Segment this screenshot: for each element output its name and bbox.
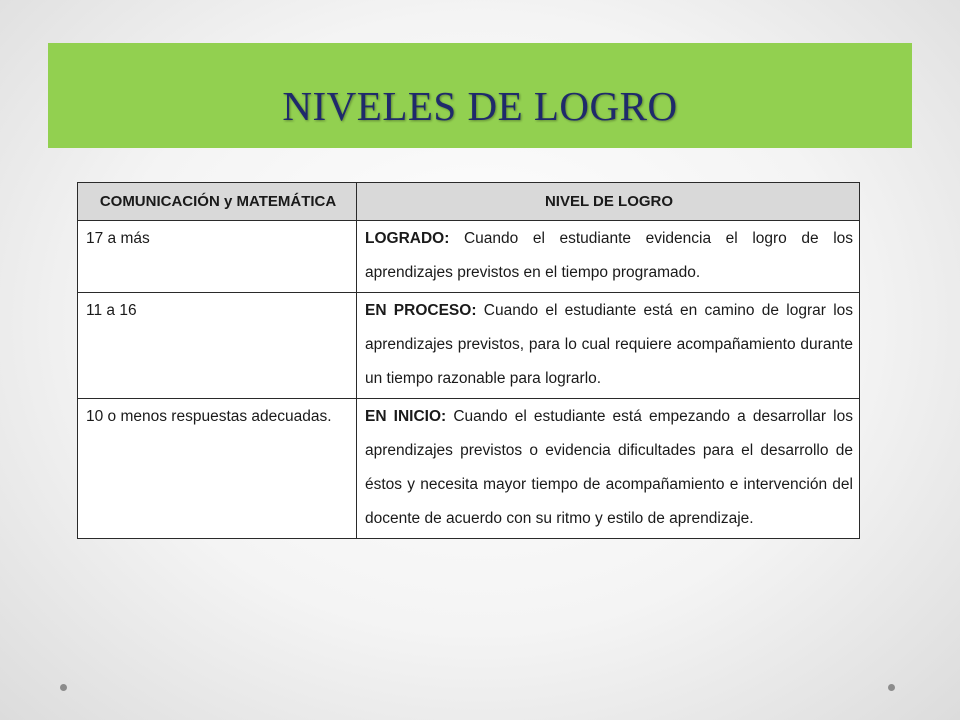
right-dot-decoration bbox=[888, 684, 895, 691]
left-dot-decoration bbox=[60, 684, 67, 691]
achievement-levels-table bbox=[77, 182, 860, 539]
table-header-row bbox=[78, 183, 860, 221]
level-label: LOGRADO: bbox=[365, 230, 450, 247]
level-label: EN PROCESO: bbox=[365, 302, 477, 319]
level-description bbox=[357, 293, 860, 399]
header-level: NIVEL DE LOGRO bbox=[357, 183, 860, 221]
slide-title: NIVELES DE LOGRO bbox=[282, 83, 678, 129]
description-text: Cuando el estudiante está en camino de lograr los aprendizajes previstos, para lo cual requiere acompañamiento durante un tiempo razonable para lograrlo. bbox=[365, 302, 854, 387]
table-row bbox=[78, 399, 860, 539]
score-range: 11 a 16 bbox=[78, 293, 357, 399]
level-label: EN INICIO: bbox=[365, 408, 447, 425]
table-row bbox=[78, 293, 860, 399]
score-range: 10 o menos respuestas adecuadas. bbox=[78, 399, 357, 539]
description-text: Cuando el estudiante evidencia el logro de los aprendizajes previstos en el tiempo programado. bbox=[365, 230, 854, 281]
level-description bbox=[357, 221, 860, 293]
score-range: 17 a más bbox=[78, 221, 357, 293]
description-text: Cuando el estudiante está empezando a desarrollar los aprendizajes previstos o evidencia dificultades para el desarrollo de éstos y necesita mayor tiempo de acompañamiento e intervención del docente de acuerdo con su ritmo y estilo de aprendizaje. bbox=[365, 408, 853, 527]
level-description bbox=[357, 399, 860, 539]
header-area: COMUNICACIÓN y MATEMÁTICA bbox=[78, 183, 357, 221]
table-row bbox=[78, 221, 860, 293]
